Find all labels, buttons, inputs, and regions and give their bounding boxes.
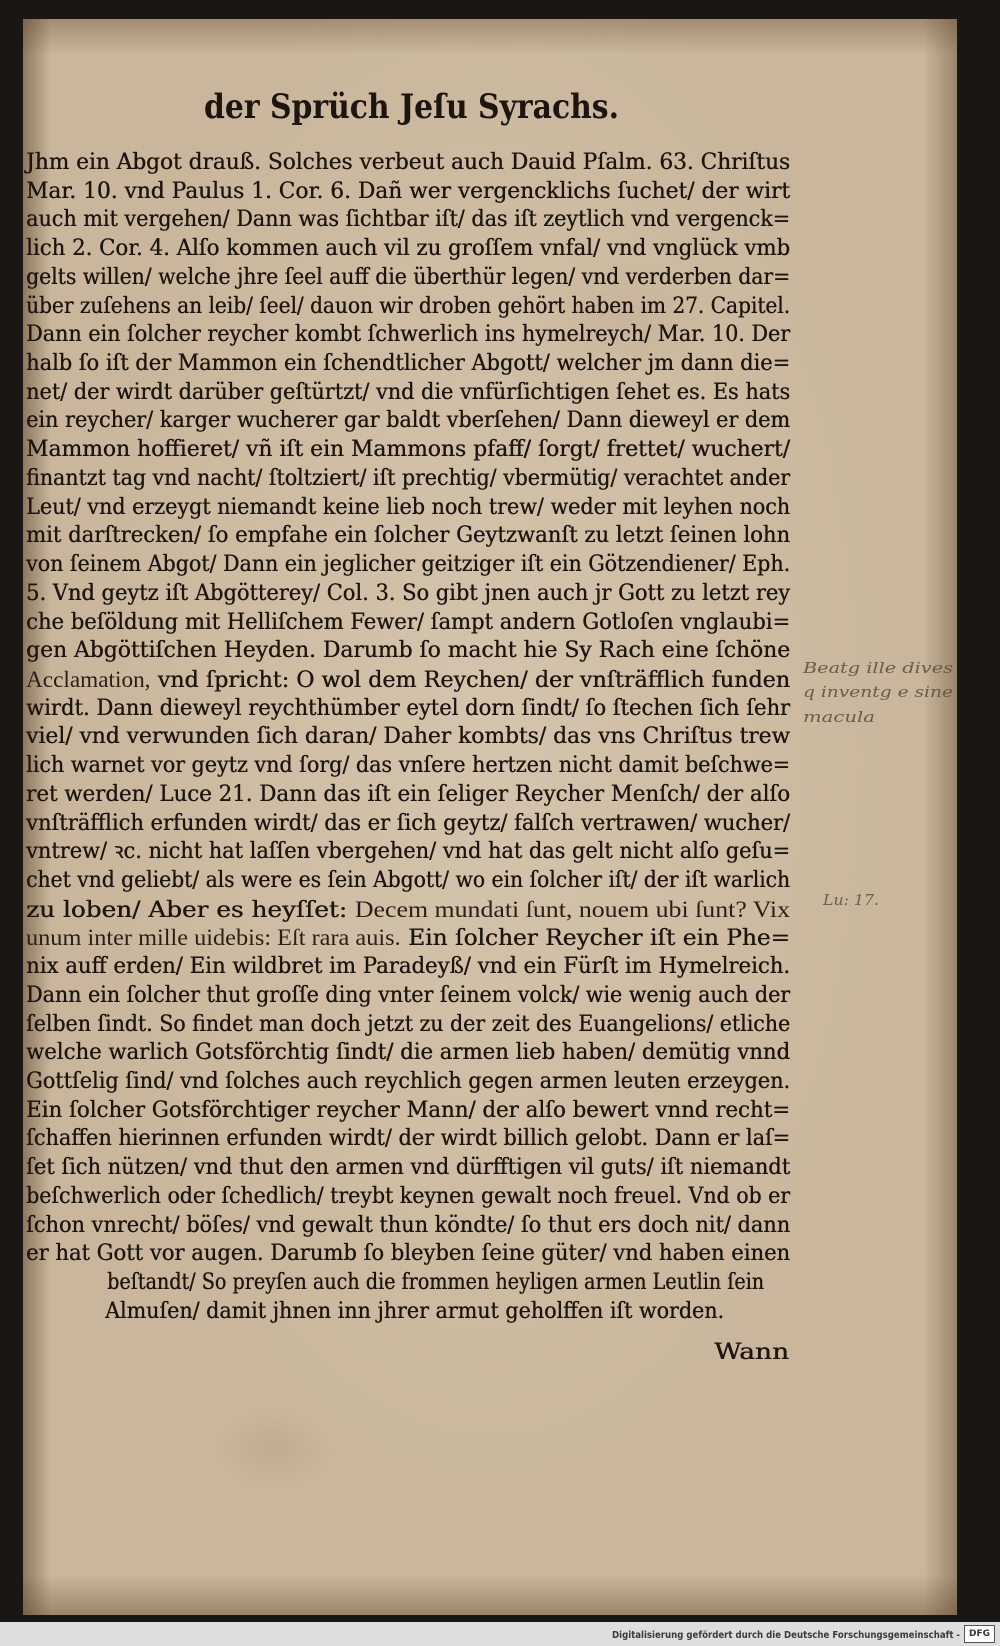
line-text: ein reycher/ karger wucherer gar baldt vberſehen/ Dann dieweyl er dem: [26, 408, 790, 434]
latin-text: Decem mundati ſunt, nouem ubi ſunt? Vix: [354, 896, 790, 922]
line-text: Ein ſolcher Gotsförchtiger reycher Mann/ der alſo bewert vnnd recht=: [26, 1097, 790, 1123]
text-line: [105, 1298, 724, 1327]
text-line: [26, 1097, 790, 1126]
running-head-text: der Sprüch Jeſu Syrachs.: [204, 87, 619, 127]
line-text: 5. Vnd geytz iſt Abgötterey/ Col. 3. So gibt jnen auch jr Gott zu letzt rey: [26, 580, 790, 606]
line-text: lich warnet vor geytz vnd ſorg/ das vnſere hertzen nicht damit beſchwe=: [26, 753, 790, 779]
text-line: [26, 264, 790, 293]
text-line: [26, 1154, 790, 1183]
line-text: Dann ein ſolcher reycher kombt ſchwerlich ins hymelreych/ Mar. 10. Der: [26, 322, 790, 348]
text-line: [26, 494, 790, 523]
line-text-segment: Ein ſolcher Reycher iſt ein Phe=: [400, 926, 790, 952]
text-line: [26, 522, 790, 551]
line-text: ſchaffen hierinnen erfunden wirdt/ der wirdt billich gelobt. Dann er laſ=: [26, 1126, 790, 1152]
text-line: [26, 924, 790, 953]
line-text: [26, 896, 790, 926]
text-line: [26, 436, 790, 465]
line-text: er hat Gott vor augen. Darumb ſo bleyben ſeine güter/ vnd haben einen: [26, 1241, 790, 1267]
margin-note: [803, 657, 953, 679]
text-line: [26, 1068, 790, 1097]
margin-note-reference: [823, 889, 879, 911]
line-text: wirdt. Dann dieweyl reychthümber eytel dorn ſindt/ ſo ſtechen ſich ſehr: [26, 695, 790, 721]
line-text: vntrew/ ꝛc. nicht hat laſſen vbergehen/ vnd hat das gelt nicht alſo geſu=: [26, 839, 790, 865]
text-line: [26, 982, 790, 1011]
line-text: net/ der wirdt darüber geſtürtzt/ vnd die vnfürſichtigen ſehet es. Es hats: [26, 379, 790, 405]
line-text-segment: vnd ſpricht: O wol dem Reychen/ der vnſträfflich funden: [150, 667, 790, 693]
text-line: [26, 1125, 790, 1154]
text-line: [107, 1269, 764, 1298]
text-line: [26, 752, 790, 781]
text-line: [26, 1011, 790, 1040]
text-line: [26, 1183, 790, 1212]
text-line: [26, 723, 790, 752]
body-text: [26, 149, 790, 1326]
line-text: che beſöldung mit Helliſchem Fewer/ ſampt andern Gotloſen vnglaubi=: [26, 609, 790, 635]
text-line: [26, 609, 790, 638]
line-text: ret werden/ Luce 21. Dann das iſt ein ſeliger Reycher Menſch/ der alſo: [26, 781, 790, 807]
margin-note-text: macula: [803, 708, 875, 726]
text-line: [26, 695, 790, 724]
line-text: Mammon hoffieret/ vñ iſt ein Mammons pfaff/ ſorgt/ frettet/ wuchert/: [26, 437, 790, 463]
catchword: [714, 1338, 789, 1368]
margin-note-text: Lu: 17.: [823, 891, 879, 909]
text-line: [26, 206, 790, 235]
latin-text: unum inter mille uidebis: Eſt rara auis.: [26, 925, 401, 951]
text-line: [26, 379, 790, 408]
line-text: auch mit vergehen/ Dann was ſichtbar iſt/ das iſt zeytlich vnd vergenck=: [26, 207, 790, 233]
line-text: von ſeinem Abgot/ Dann ein jeglicher geitziger iſt ein Götzendiener/ Eph.: [26, 552, 790, 578]
line-text: ſet ſich nützen/ vnd thut den armen vnd dürfftigen vil guts/ iſt niemandt: [26, 1155, 790, 1181]
line-text: [26, 666, 790, 696]
line-text: viel/ vnd verwunden ſich daran/ Daher kombts/ das vns Chriſtus trew: [26, 724, 790, 750]
text-line: [26, 350, 790, 379]
line-text: gen Abgöttiſchen Heyden. Darumb ſo macht hie Sy Rach eine ſchöne: [26, 638, 790, 664]
footer-credit-text: Digitalisierung gefördert durch die Deutsche Forschungsgemeinschaft -: [612, 1630, 960, 1641]
line-text: vnſträfflich erfunden wirdt/ das er ſich geytz/ falſch vertrawen/ wucher/: [26, 810, 790, 836]
footer-credit: [612, 1626, 960, 1642]
text-line: [26, 953, 790, 982]
text-line: [26, 580, 790, 609]
text-line: [26, 666, 790, 695]
margin-note-text: Beatg ille dives: [803, 659, 953, 677]
text-line: [26, 781, 790, 810]
text-line: [26, 178, 790, 207]
text-line: [26, 235, 790, 264]
text-line: [26, 637, 790, 666]
footer-bar: [0, 1622, 1000, 1646]
line-text: beſtandt/ So preyſen auch die frommen heyligen armen Leutlin ſein: [107, 1270, 764, 1296]
line-text: Leut/ vnd erzeygt niemandt keine lieb noch trew/ weder mit leyhen noch: [26, 494, 790, 520]
line-text: Gottſelig ſind/ vnd ſolches auch reychlich gegen armen leuten erzeygen.: [26, 1069, 790, 1094]
text-line: [26, 896, 790, 925]
dfg-logo: DFG: [964, 1625, 995, 1643]
line-text: Mar. 10. vnd Paulus 1. Cor. 6. Dañ wer vergencklichs ſuchet/ der wirt: [26, 178, 790, 204]
line-text: Almuſen/ damit jhnen inn jhrer armut geholffen iſt worden.: [105, 1298, 724, 1324]
line-text: ſelben ſindt. So findet man doch jetzt zu der zeit des Euangelions/ etliche: [26, 1011, 790, 1037]
line-text: über zuſehens an leib/ ſeel/ dauon wir droben gehört haben im 27. Capitel.: [26, 293, 790, 319]
running-head: [204, 84, 619, 130]
text-line: [26, 407, 790, 436]
text-line: [26, 867, 790, 896]
margin-note: [803, 706, 875, 728]
line-text: [26, 924, 790, 954]
line-text: Jhm ein Abgot drauß. Solches verbeut auch Dauid Pſalm. 63. Chriſtus: [26, 150, 790, 175]
text-line: [26, 1212, 790, 1241]
text-line: [26, 149, 790, 178]
text-line: [26, 1240, 790, 1269]
text-line: [26, 810, 790, 839]
margin-note: [803, 681, 953, 703]
line-text: Dann ein ſolcher thut groſſe ding vnter ſeinem volck/ wie wenig auch der: [26, 982, 790, 1008]
line-text: lich 2. Cor. 4. Alſo kommen auch vil zu groſſem vnfal/ vnd vnglück vmb: [26, 236, 790, 262]
line-text: finantzt tag vnd nacht/ ſtoltziert/ iſt prechtig/ vbermütig/ verachtet ander: [26, 465, 790, 491]
line-text: welche warlich Gotsförchtig ſindt/ die armen lieb haben/ demütig vnnd: [26, 1040, 790, 1066]
line-text: chet vnd geliebt/ als were es ſein Abgott/ wo ein ſolcher iſt/ der iſt warlich: [26, 867, 790, 893]
text-line: [26, 838, 790, 867]
latin-text: Acclamation,: [26, 666, 151, 692]
line-text: beſchwerlich oder ſchedlich/ treybt keynen gewalt noch freuel. Vnd ob er: [26, 1183, 790, 1209]
line-text: mit darſtrecken/ ſo empfahe ein ſolcher Geytzwanſt zu letzt ſeinen lohn: [26, 523, 790, 549]
line-text: halb ſo iſt der Mammon ein ſchendtlicher Abgott/ welcher jm dann die=: [26, 351, 790, 377]
line-text: nix auff erden/ Ein wildbret im Paradeyß/ vnd ein Fürſt im Hymelreich.: [26, 954, 790, 980]
margin-note-text: q inventg e sine: [803, 683, 953, 701]
line-text: ſchon vnrecht/ böſes/ vnd gewalt thun köndte/ ſo thut ers doch nit/ dann: [26, 1212, 790, 1238]
text-line: [26, 551, 790, 580]
line-text: gelts willen/ welche jhre ſeel auff die überthür legen/ vnd verderben dar=: [26, 264, 790, 290]
text-line: [26, 465, 790, 494]
line-text-segment: zu loben/ Aber es heyſſet:: [26, 897, 355, 923]
catchword-text: Wann: [714, 1340, 789, 1365]
text-line: [26, 321, 790, 350]
text-line: [26, 1039, 790, 1068]
text-line: [26, 293, 790, 322]
